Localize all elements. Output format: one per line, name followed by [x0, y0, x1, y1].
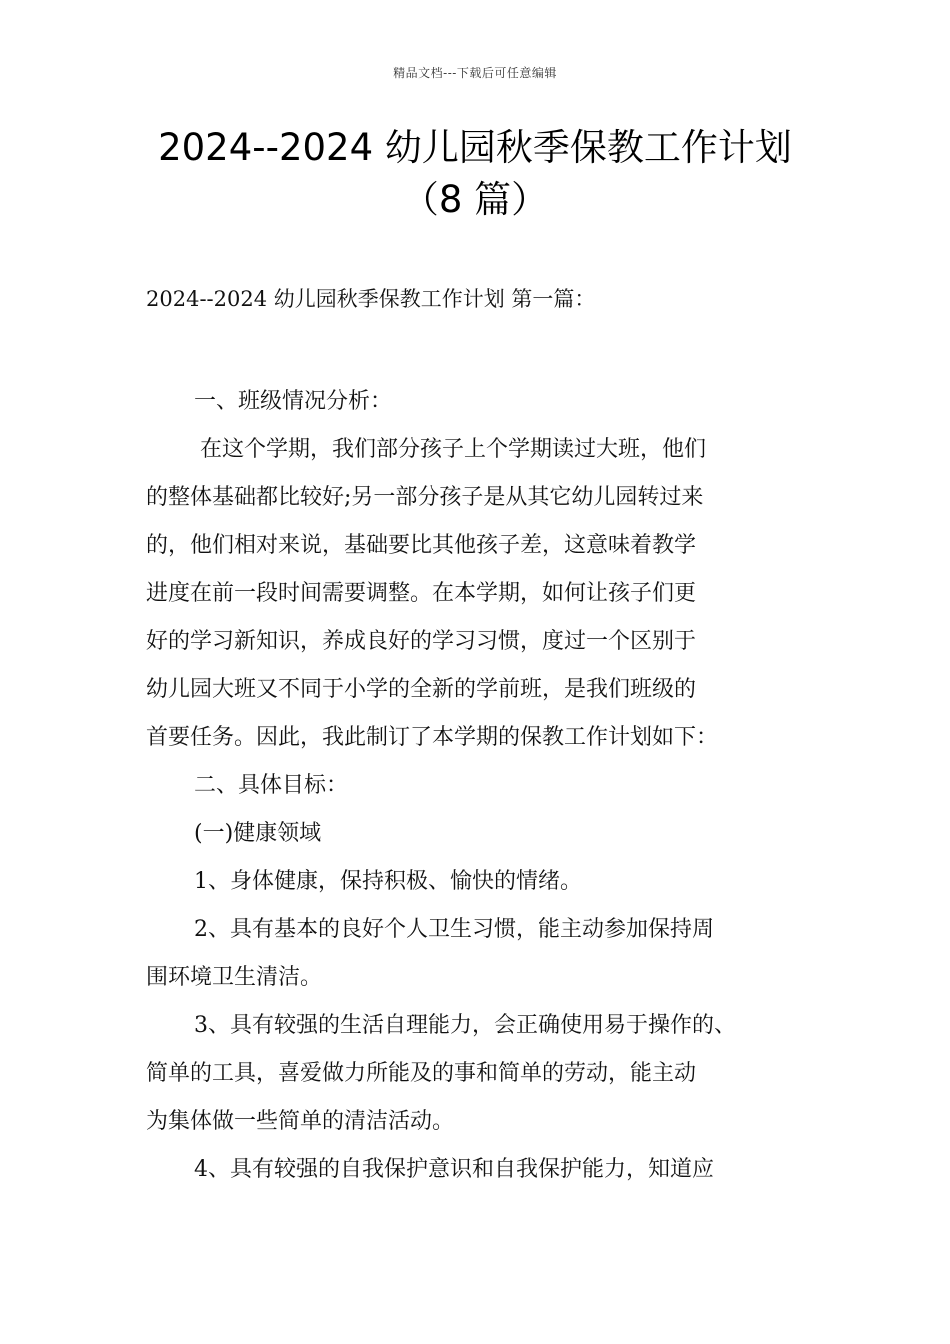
title-line-2: （8 篇） — [401, 178, 549, 221]
list-item-continuation: 围环境卫生清洁。 — [146, 965, 323, 990]
paragraph-line: 首要任务。因此，我此制订了本学期的保教工作计划如下： — [146, 725, 719, 750]
list-item-continuation: 为集体做一些简单的清洁活动。 — [146, 1109, 455, 1134]
paragraph-line: 幼儿园大班又不同于小学的全新的学前班，是我们班级的 — [146, 677, 697, 702]
list-item: 3、具有较强的生活自理能力，会正确使用易于操作的、 — [194, 1013, 736, 1038]
section-heading-1: 一、班级情况分析： — [194, 389, 393, 414]
header-note: 精品文档---下载后可任意编辑 — [393, 66, 557, 80]
list-item: 1、身体健康，保持积极、愉快的情绪。 — [194, 869, 582, 894]
section-heading-2: 二、具体目标： — [194, 773, 349, 798]
paragraph-line: 进度在前一段时间需要调整。在本学期，如何让孩子们更 — [146, 581, 697, 606]
document-title — [100, 122, 850, 226]
document-body — [146, 378, 826, 1194]
list-item: 4、具有较强的自我保护意识和自我保护能力，知道应 — [194, 1157, 714, 1182]
paragraph-line: 的整体基础都比较好;另一部分孩子是从其它幼儿园转过来 — [146, 485, 704, 510]
section-subtitle: 2024--2024 幼儿园秋季保教工作计划 第一篇： — [146, 287, 596, 311]
paragraph-line: 的，他们相对来说，基础要比其他孩子差，这意味着教学 — [146, 533, 697, 558]
paragraph-line: 在这个学期，我们部分孩子上个学期读过大班，他们 — [200, 437, 707, 462]
list-item: 2、具有基本的良好个人卫生习惯，能主动参加保持周 — [194, 917, 714, 942]
subsection-heading: (一)健康领域 — [194, 821, 322, 846]
list-item-continuation: 简单的工具，喜爱做力所能及的事和简单的劳动，能主动 — [146, 1061, 697, 1086]
title-line-1: 2024--2024 幼儿园秋季保教工作计划 — [158, 126, 792, 169]
paragraph-line: 好的学习新知识，养成良好的学习习惯，度过一个区别于 — [146, 629, 697, 654]
